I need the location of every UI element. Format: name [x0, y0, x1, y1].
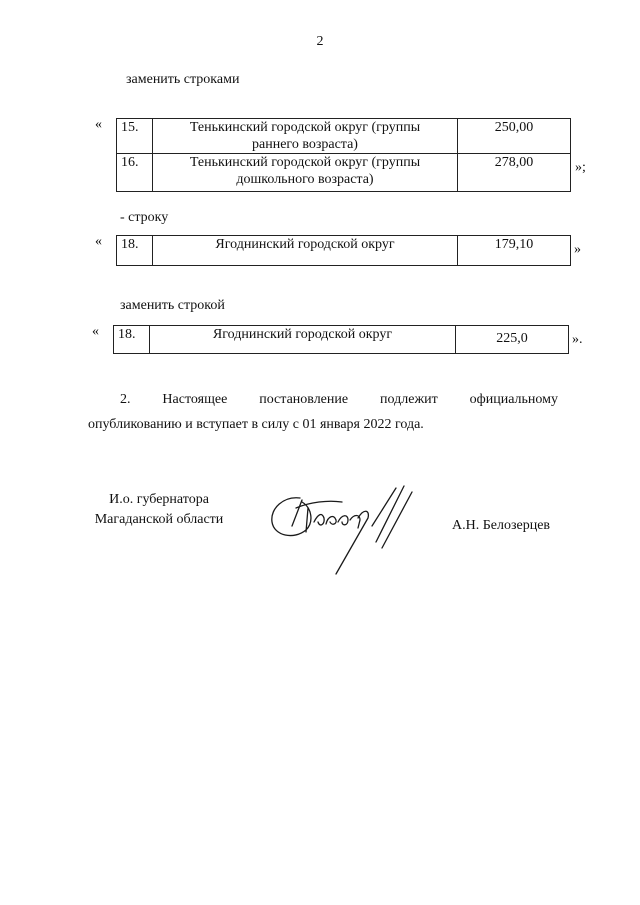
close-quote: »;: [575, 160, 586, 175]
signer-title-line1: И.о. губернатора: [109, 492, 209, 507]
signer-title: [84, 490, 234, 530]
open-quote: «: [95, 234, 102, 249]
table-row: [114, 326, 569, 354]
row-number: 15.: [117, 119, 153, 154]
row-value: 278,00: [458, 154, 571, 192]
replacement-table-1: [116, 118, 571, 192]
signer-title-line2: Магаданской области: [94, 512, 224, 527]
signer-name: А.Н. Белозерцев: [452, 518, 551, 533]
open-quote: «: [92, 324, 99, 339]
page-number: 2: [316, 34, 324, 49]
close-quote: »: [574, 242, 581, 257]
row-name: [153, 119, 458, 154]
row-value: 250,00: [458, 119, 571, 154]
close-quote: ».: [572, 332, 583, 347]
table-row: [117, 119, 571, 154]
replace-row-label: заменить строкой: [120, 298, 225, 313]
replacement-table-2: [116, 235, 571, 266]
row-label: - строку: [120, 210, 169, 225]
table-row: [117, 154, 571, 192]
row-name-line2: раннего возраста): [252, 137, 358, 152]
paragraph-line-2: опубликованию и вступает в силу с 01 января 2022 года.: [88, 417, 424, 432]
row-name-line2: дошкольного возраста): [236, 172, 374, 187]
replace-rows-label: заменить строками: [126, 72, 240, 87]
row-value: 225,0: [456, 326, 569, 354]
table-row: [117, 236, 571, 266]
row-name-line1: Тенькинский городской округ (группы: [189, 120, 421, 135]
row-name: Ягоднинский городской округ: [153, 236, 458, 266]
replacement-table-3: [113, 325, 569, 354]
paragraph-line-1: 2. Настоящее постановление подлежит официальному: [120, 392, 558, 407]
row-number: 16.: [117, 154, 153, 192]
row-value: 179,10: [458, 236, 571, 266]
handwritten-signature: [262, 478, 422, 578]
row-name-line1: Тенькинский городской округ (группы: [189, 155, 421, 170]
row-name: Ягоднинский городской округ: [150, 326, 456, 354]
row-name: [153, 154, 458, 192]
row-number: 18.: [114, 326, 150, 354]
row-number: 18.: [117, 236, 153, 266]
open-quote: «: [95, 117, 102, 132]
